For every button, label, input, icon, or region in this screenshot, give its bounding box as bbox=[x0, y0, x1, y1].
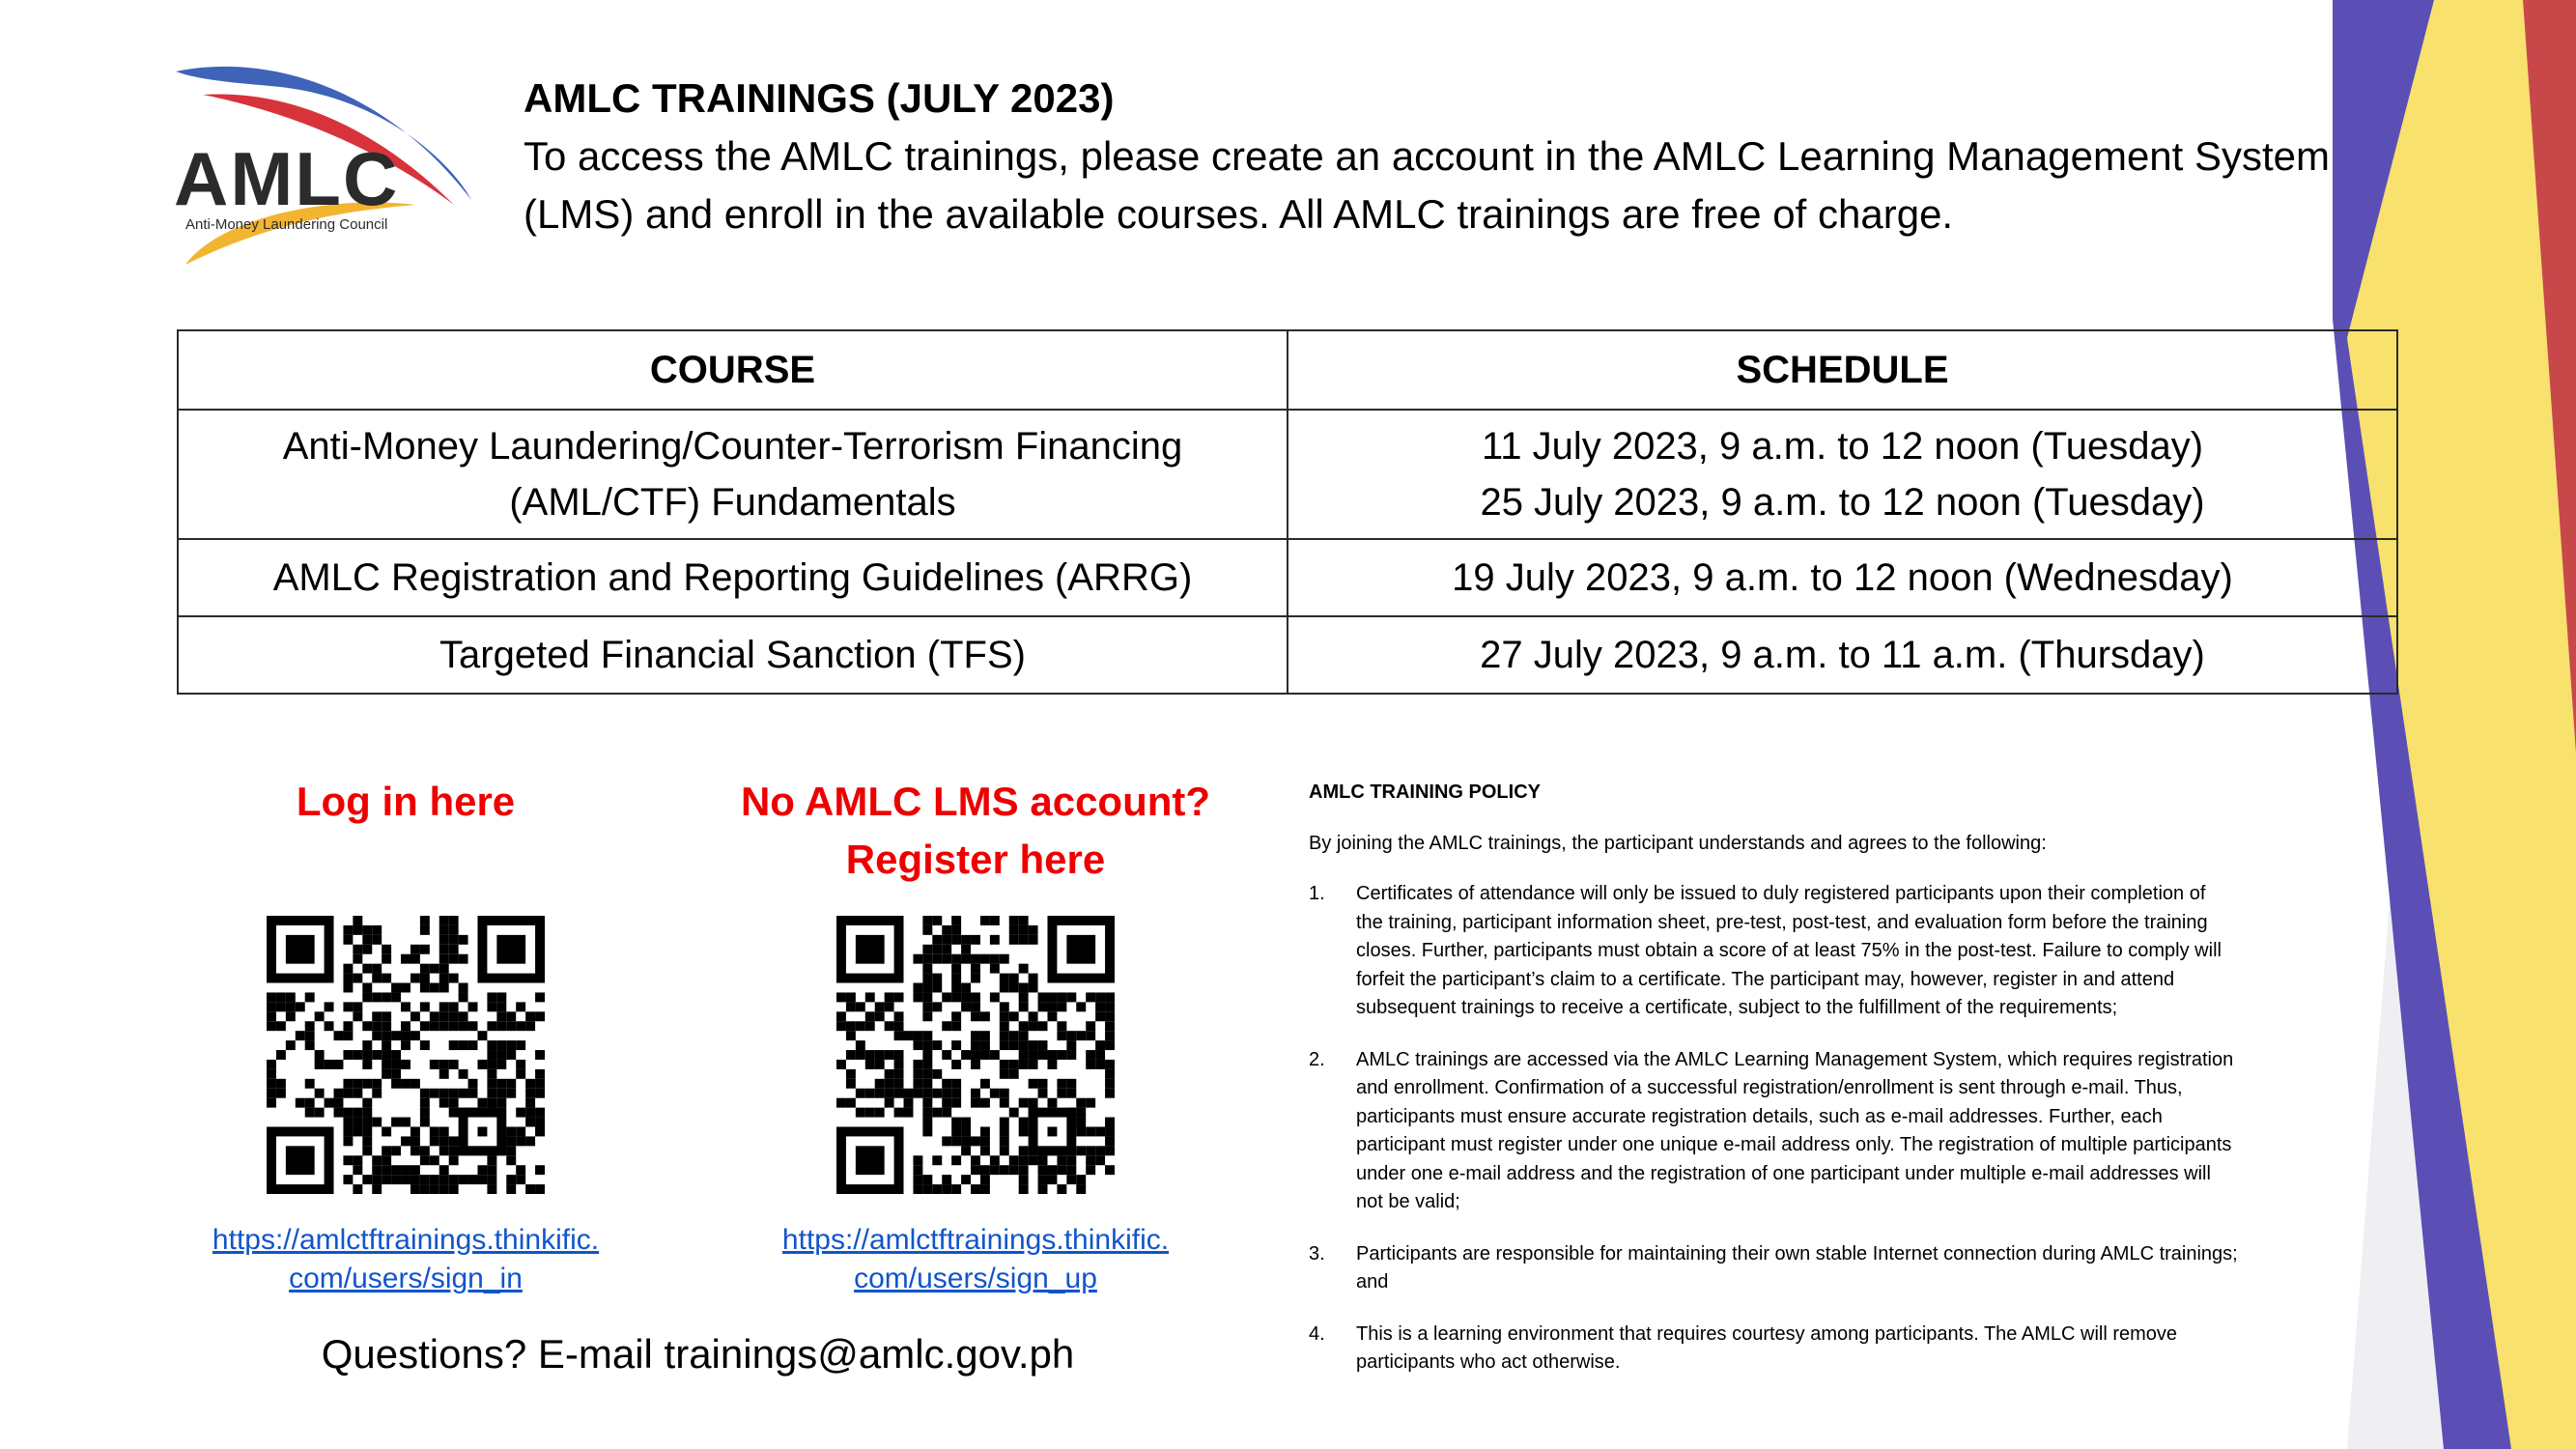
policy-list bbox=[1309, 880, 2379, 1378]
policy-line: under one e-mail address and the registration of one participant under multiple e-mail addresses will bbox=[1356, 1162, 2211, 1184]
logo-subtitle: Anti-Money Laundering Council bbox=[185, 216, 388, 233]
header-schedule: SCHEDULE bbox=[1288, 330, 2397, 410]
register-url-line[interactable]: com/users/sign_up bbox=[854, 1263, 1097, 1294]
amlc-logo bbox=[164, 60, 483, 282]
register-heading: No AMLC LMS account? bbox=[740, 779, 1211, 824]
table-row bbox=[178, 616, 2397, 694]
header-course: COURSE bbox=[178, 330, 1288, 410]
policy-line: participants must ensure accurate registration details, such as e-mail addresses. Further, each bbox=[1356, 1105, 2163, 1127]
questions-contact: Questions? E-mail trainings@amlc.gov.ph bbox=[321, 1331, 1075, 1377]
policy-item-text bbox=[1356, 1240, 2379, 1297]
schedule-table bbox=[177, 329, 2398, 695]
schedule-line: 25 July 2023, 9 a.m. to 12 noon (Tuesday) bbox=[1480, 481, 2205, 524]
schedule-cell bbox=[1288, 616, 2397, 694]
policy-line: subsequent trainings to receive a certificate, subject to the fulfillment of the requirements; bbox=[1356, 997, 2118, 1018]
policy-line: participant must register under one unique e-mail address only. The registration of multiple participants bbox=[1356, 1134, 2232, 1155]
course-name-line: AMLC Registration and Reporting Guidelines (ARRG) bbox=[272, 556, 1193, 599]
login-url-line[interactable]: com/users/sign_in bbox=[289, 1263, 523, 1294]
schedule-cell bbox=[1288, 410, 2397, 539]
policy-line: Certificates of attendance will only be issued to duly registered participants upon their completion of bbox=[1356, 883, 2206, 904]
table-row bbox=[178, 410, 2397, 539]
course-cell bbox=[178, 539, 1288, 616]
register-block bbox=[715, 773, 1236, 1298]
policy-title: AMLC TRAINING POLICY bbox=[1309, 781, 1541, 803]
schedule-line: 27 July 2023, 9 a.m. to 11 a.m. (Thursday) bbox=[1480, 634, 2205, 676]
course-name-line: Anti-Money Laundering/Counter-Terrorism Financing bbox=[282, 425, 1183, 468]
policy-line: Participants are responsible for maintaining their own stable Internet connection during AMLC trainings; bbox=[1356, 1242, 2238, 1264]
policy-line: not be valid; bbox=[1356, 1191, 1460, 1212]
policy-item bbox=[1309, 1046, 2379, 1217]
login-block bbox=[164, 773, 647, 1298]
policy-line: the training, participant information sheet, pre-test, post-test, and evaluation form before the training bbox=[1356, 911, 2208, 933]
schedule-line: 19 July 2023, 9 a.m. to 12 noon (Wednesday) bbox=[1452, 556, 2233, 599]
policy-line: closes. Further, participants must obtain a score of at least 75% in the post-test. Failure to comply will bbox=[1356, 940, 2222, 961]
register-qr-code-icon[interactable] bbox=[836, 916, 1115, 1194]
policy-item-number: 1. bbox=[1309, 883, 1325, 904]
schedule-line: 11 July 2023, 9 a.m. to 12 noon (Tuesday) bbox=[1481, 425, 2204, 468]
policy-item-number: 3. bbox=[1309, 1242, 1325, 1264]
logo-name: AMLC bbox=[174, 136, 400, 221]
policy-line: and enrollment. Confirmation of a successful registration/enrollment is sent through e-mail. Thus, bbox=[1356, 1077, 2183, 1098]
policy-intro: By joining the AMLC trainings, the participant understands and agrees to the following: bbox=[1309, 832, 2047, 854]
table-row bbox=[178, 539, 2397, 616]
header bbox=[524, 70, 2359, 243]
login-url-line[interactable]: https://amlctftrainings.thinkific. bbox=[212, 1224, 600, 1256]
policy-item bbox=[1309, 1321, 2379, 1378]
red-stripe bbox=[2523, 0, 2576, 753]
policy-item-text bbox=[1356, 1321, 2379, 1378]
page-title: AMLC TRAININGS (JULY 2023) bbox=[524, 75, 1115, 121]
policy-line: and bbox=[1356, 1271, 1389, 1293]
policy-item-text bbox=[1356, 1046, 2379, 1217]
policy-item-number: 2. bbox=[1309, 1048, 1325, 1070]
policy-item bbox=[1309, 1240, 2379, 1297]
register-link[interactable] bbox=[715, 1221, 1236, 1298]
page-description: To access the AMLC trainings, please create an account in the AMLC Learning Management System (LMS) and enroll in the available courses. All AMLC trainings are free of charge. bbox=[524, 133, 2331, 237]
policy-line: participants who act otherwise. bbox=[1356, 1351, 1621, 1373]
login-heading: Log in here bbox=[296, 779, 516, 824]
register-heading-sub: Register here bbox=[845, 837, 1106, 882]
course-cell bbox=[178, 410, 1288, 539]
training-policy bbox=[1309, 779, 2379, 1401]
policy-line: forfeit the participant’s claim to a certificate. The participant may, however, register in and attend bbox=[1356, 968, 2175, 990]
course-name-line: Targeted Financial Sanction (TFS) bbox=[439, 634, 1026, 676]
policy-item bbox=[1309, 880, 2379, 1023]
login-link[interactable] bbox=[164, 1221, 647, 1298]
yellow-stripe bbox=[2347, 0, 2576, 1449]
policy-line: This is a learning environment that requires courtesy among participants. The AMLC will remove bbox=[1356, 1322, 2178, 1345]
login-qr-code-icon[interactable] bbox=[267, 916, 545, 1194]
policy-item-number: 4. bbox=[1309, 1322, 1325, 1345]
course-cell bbox=[178, 616, 1288, 694]
policy-line: AMLC trainings are accessed via the AMLC Learning Management System, which requires registration bbox=[1356, 1048, 2234, 1070]
schedule-cell bbox=[1288, 539, 2397, 616]
table-header-row bbox=[178, 330, 2397, 410]
course-name-line: (AML/CTF) Fundamentals bbox=[509, 481, 956, 524]
policy-item-text bbox=[1356, 880, 2379, 1023]
register-url-line[interactable]: https://amlctftrainings.thinkific. bbox=[781, 1224, 1170, 1256]
